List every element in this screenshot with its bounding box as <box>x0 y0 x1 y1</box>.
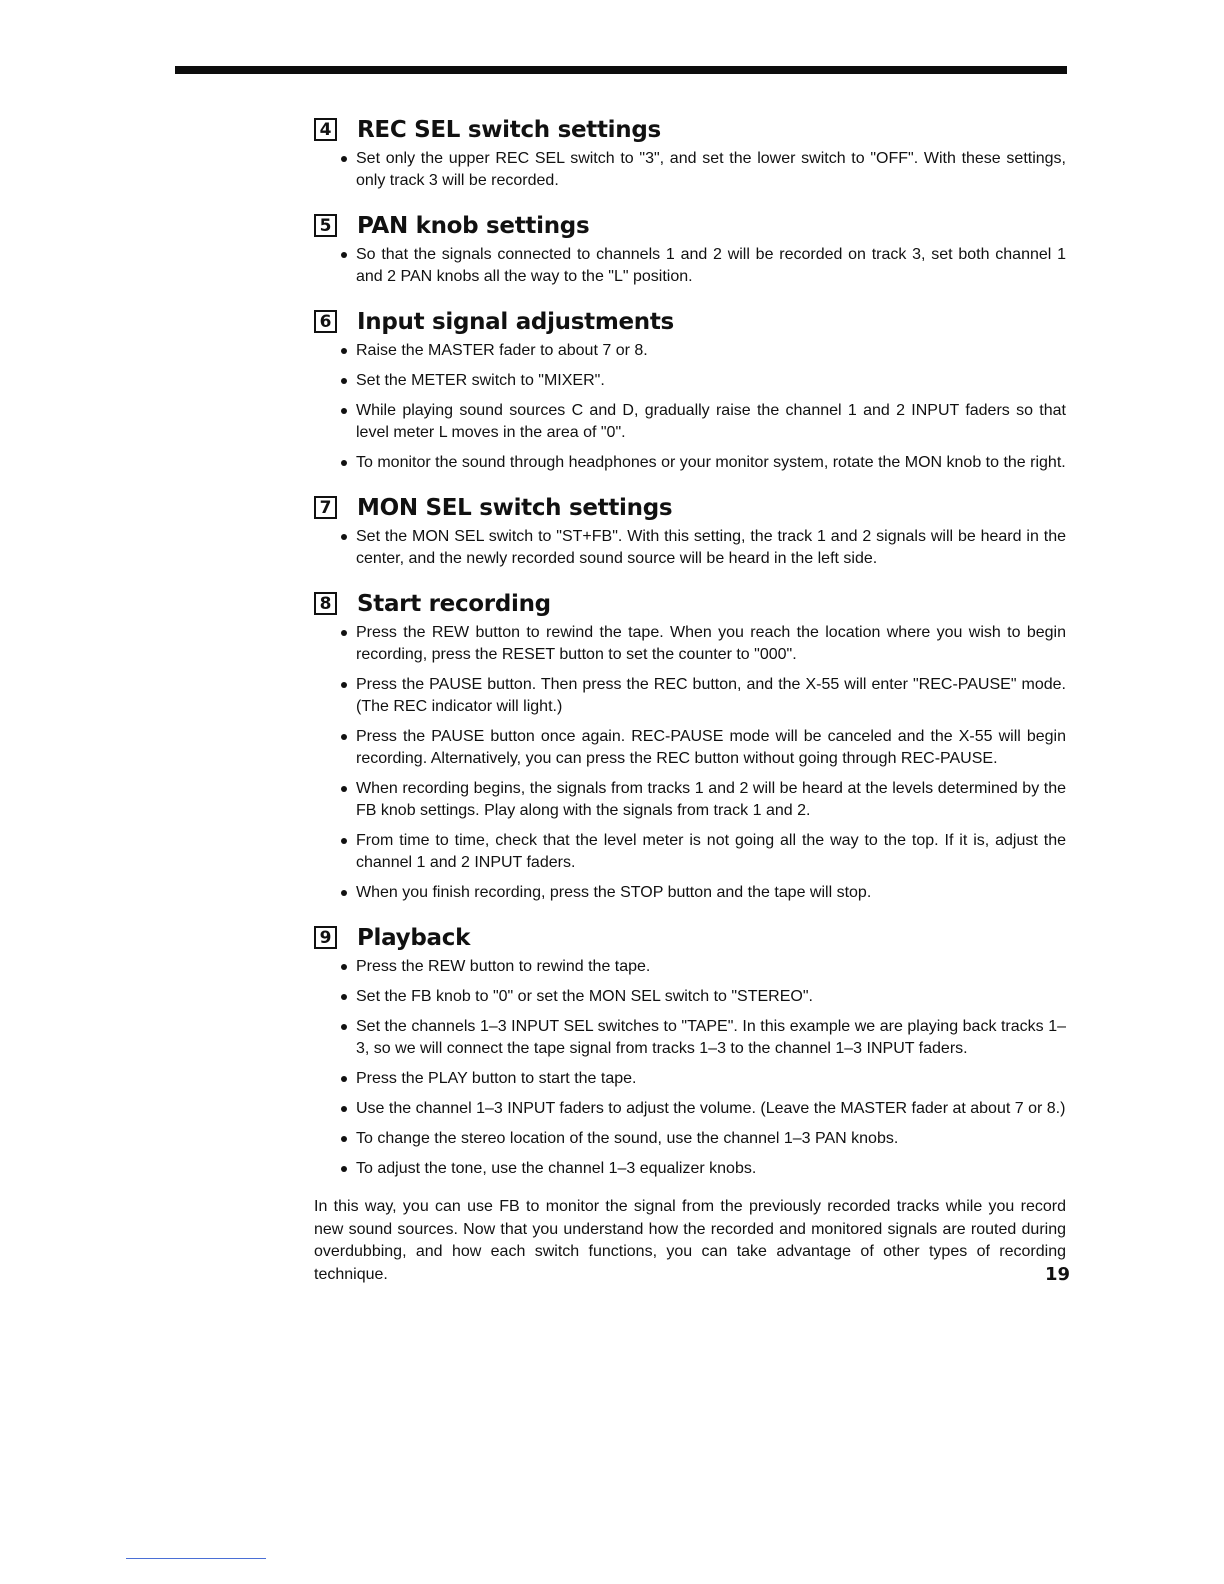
section-title: Input signal adjustments <box>357 309 674 335</box>
top-rule <box>175 66 1067 74</box>
section-title: MON SEL switch settings <box>357 495 673 521</box>
bullet-list <box>314 244 1066 288</box>
bullet-dot-icon <box>341 786 347 792</box>
bullet-text: When recording begins, the signals from tracks 1 and 2 will be heard at the levels determined by the FB knob settings. Play along with the signals from track 1 and 2. <box>356 780 1066 819</box>
bullet-item <box>356 986 1066 1008</box>
bullet-dot-icon <box>341 682 347 688</box>
section-step-8 <box>314 586 1066 904</box>
section-heading <box>314 490 1066 526</box>
bullet-dot-icon <box>341 156 347 162</box>
step-number-box: 6 <box>314 310 337 333</box>
bullet-dot-icon <box>341 348 347 354</box>
bullet-item <box>356 1068 1066 1090</box>
section-title: Start recording <box>357 591 551 617</box>
bullet-item <box>356 778 1066 822</box>
page-content <box>314 112 1066 1302</box>
bullet-dot-icon <box>341 1166 347 1172</box>
bullet-dot-icon <box>341 534 347 540</box>
bullet-item <box>356 956 1066 978</box>
bullet-dot-icon <box>341 460 347 466</box>
closing-paragraph: In this way, you can use FB to monitor the signal from the previously recorded tracks while you record new sound sources. Now that you understand how the recorded and monitored signals are routed during overdubbing, and how each switch functions, you can take advantage of other types of recording technique. <box>314 1198 1066 1283</box>
bullet-item <box>356 148 1066 192</box>
section-title: PAN knob settings <box>357 213 590 239</box>
bullet-dot-icon <box>341 1076 347 1082</box>
section-step-9 <box>314 920 1066 1180</box>
bullet-dot-icon <box>341 378 347 384</box>
bullet-text: Use the channel 1–3 INPUT faders to adjust the volume. (Leave the MASTER fader at about 7 or 8.) <box>356 1100 1066 1117</box>
bullet-text: Set the MON SEL switch to "ST+FB". With this setting, the track 1 and 2 signals will be heard in the center, and the newly recorded sound source will be heard in the left side. <box>356 528 1066 567</box>
bullet-dot-icon <box>341 890 347 896</box>
step-number-box: 8 <box>314 592 337 615</box>
bullet-item <box>356 370 1066 392</box>
bullet-item <box>356 452 1066 474</box>
bullet-item <box>356 1128 1066 1150</box>
bullet-dot-icon <box>341 408 347 414</box>
bullet-list <box>314 526 1066 570</box>
section-heading <box>314 920 1066 956</box>
section-title: REC SEL switch settings <box>357 117 661 143</box>
section-title: Playback <box>357 925 471 951</box>
bullet-item <box>356 830 1066 874</box>
bullet-dot-icon <box>341 252 347 258</box>
section-step-7 <box>314 490 1066 570</box>
bullet-text: Press the REW button to rewind the tape. <box>356 958 651 975</box>
bullet-dot-icon <box>341 630 347 636</box>
bullet-dot-icon <box>341 964 347 970</box>
bullet-dot-icon <box>341 734 347 740</box>
section-step-5 <box>314 208 1066 288</box>
bullet-list <box>314 622 1066 904</box>
bullet-text: Set the channels 1–3 INPUT SEL switches to "TAPE". In this example we are playing back tracks 1–3, so we will connect the tape signal from tracks 1–3 to the channel 1–3 INPUT faders. <box>356 1018 1066 1057</box>
section-heading <box>314 304 1066 340</box>
bullet-item <box>356 526 1066 570</box>
bullet-list <box>314 340 1066 474</box>
page-number: 19 <box>1044 1264 1070 1285</box>
section-step-6 <box>314 304 1066 474</box>
bullet-text: Press the PLAY button to start the tape. <box>356 1070 637 1087</box>
section-heading <box>314 208 1066 244</box>
bullet-text: From time to time, check that the level meter is not going all the way to the top. If it is, adjust the channel 1 and 2 INPUT faders. <box>356 832 1066 871</box>
bullet-text: To change the stereo location of the sound, use the channel 1–3 PAN knobs. <box>356 1130 899 1147</box>
bullet-item <box>356 674 1066 718</box>
bullet-text: To adjust the tone, use the channel 1–3 equalizer knobs. <box>356 1160 757 1177</box>
bullet-item <box>356 622 1066 666</box>
bullet-item <box>356 400 1066 444</box>
bullet-item <box>356 882 1066 904</box>
bullet-item <box>356 1016 1066 1060</box>
bullet-dot-icon <box>341 994 347 1000</box>
bullet-text: So that the signals connected to channels 1 and 2 will be recorded on track 3, set both channel 1 and 2 PAN knobs all the way to the "L" position. <box>356 246 1066 285</box>
step-number-box: 7 <box>314 496 337 519</box>
step-number-box: 9 <box>314 926 337 949</box>
bullet-dot-icon <box>341 1106 347 1112</box>
bullet-text: Set the METER switch to "MIXER". <box>356 372 605 389</box>
bullet-dot-icon <box>341 1024 347 1030</box>
bullet-text: Set only the upper REC SEL switch to "3", and set the lower switch to "OFF". With these settings, only track 3 will be recorded. <box>356 150 1066 189</box>
bullet-item <box>356 1158 1066 1180</box>
bullet-text: Press the PAUSE button. Then press the REC button, and the X-55 will enter "REC-PAUSE" mode. (The REC indicator will light.) <box>356 676 1066 715</box>
section-heading <box>314 112 1066 148</box>
bullet-list <box>314 956 1066 1180</box>
bullet-item <box>356 244 1066 288</box>
bullet-text: Press the REW button to rewind the tape. When you reach the location where you wish to begin recording, press the RESET button to set the counter to "000". <box>356 624 1066 663</box>
step-number-box: 4 <box>314 118 337 141</box>
bullet-text: Raise the MASTER fader to about 7 or 8. <box>356 342 648 359</box>
bullet-item <box>356 1098 1066 1120</box>
bullet-text: When you finish recording, press the STOP button and the tape will stop. <box>356 884 872 901</box>
bullet-text: Set the FB knob to "0" or set the MON SEL switch to "STEREO". <box>356 988 813 1005</box>
bullet-dot-icon <box>341 838 347 844</box>
section-step-4 <box>314 112 1066 192</box>
bullet-text: To monitor the sound through headphones or your monitor system, rotate the MON knob to the right. <box>356 454 1066 471</box>
step-number-box: 5 <box>314 214 337 237</box>
bottom-rule <box>126 1558 266 1559</box>
bullet-list <box>314 148 1066 192</box>
sections-list <box>314 112 1066 1180</box>
section-heading <box>314 586 1066 622</box>
bullet-text: While playing sound sources C and D, gradually raise the channel 1 and 2 INPUT faders so that level meter L moves in the area of "0". <box>356 402 1066 441</box>
bullet-text: Press the PAUSE button once again. REC-PAUSE mode will be canceled and the X-55 will begin recording. Alternatively, you can press the REC button without going through REC-PAUSE. <box>356 728 1066 767</box>
bullet-item <box>356 726 1066 770</box>
bullet-item <box>356 340 1066 362</box>
bullet-dot-icon <box>341 1136 347 1142</box>
